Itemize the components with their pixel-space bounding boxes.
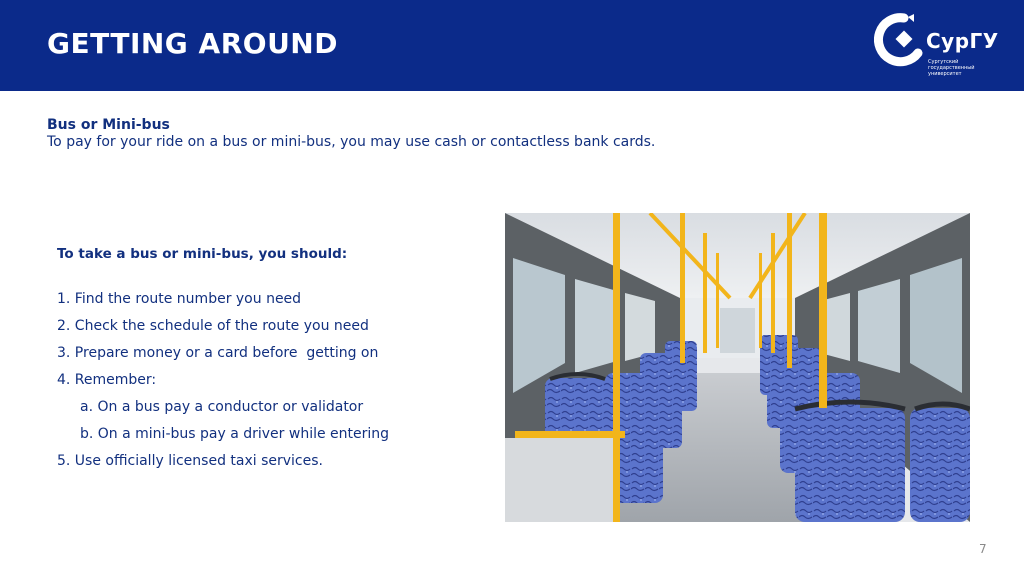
- list-subitem: b. On a mini-bus pay a driver while entering: [80, 426, 390, 442]
- bus-interior-illustration: [505, 213, 970, 522]
- slide-header: [0, 0, 1024, 91]
- logo-mark-icon: [874, 13, 924, 71]
- list-item: 5. Use officially licensed taxi services.: [57, 453, 323, 469]
- list-item: 1. Find the route number you need: [57, 291, 302, 307]
- bus-interior-photo: [505, 213, 970, 522]
- logo-subtitle: Сургутский государственный университет: [928, 59, 975, 77]
- section-heading: Bus or Mini-bus: [47, 117, 170, 133]
- instructions-heading: To take a bus or mini-bus, you should:: [57, 246, 348, 262]
- section-body: To pay for your ride on a bus or mini-bus, you may use cash or contactless bank cards.: [47, 134, 656, 150]
- logo-name: СурГУ: [926, 29, 999, 53]
- list-subitem: a. On a bus pay a conductor or validator: [80, 399, 364, 415]
- instructions-list: [57, 289, 389, 478]
- list-item: 3. Prepare money or a card before getting on: [57, 345, 379, 361]
- university-logo: [874, 13, 1004, 75]
- list-item: 2. Check the schedule of the route you need: [57, 318, 369, 334]
- slide-title: GETTING AROUND: [47, 27, 338, 60]
- page-number: 7: [979, 542, 987, 556]
- list-item: 4. Remember:: [57, 372, 157, 388]
